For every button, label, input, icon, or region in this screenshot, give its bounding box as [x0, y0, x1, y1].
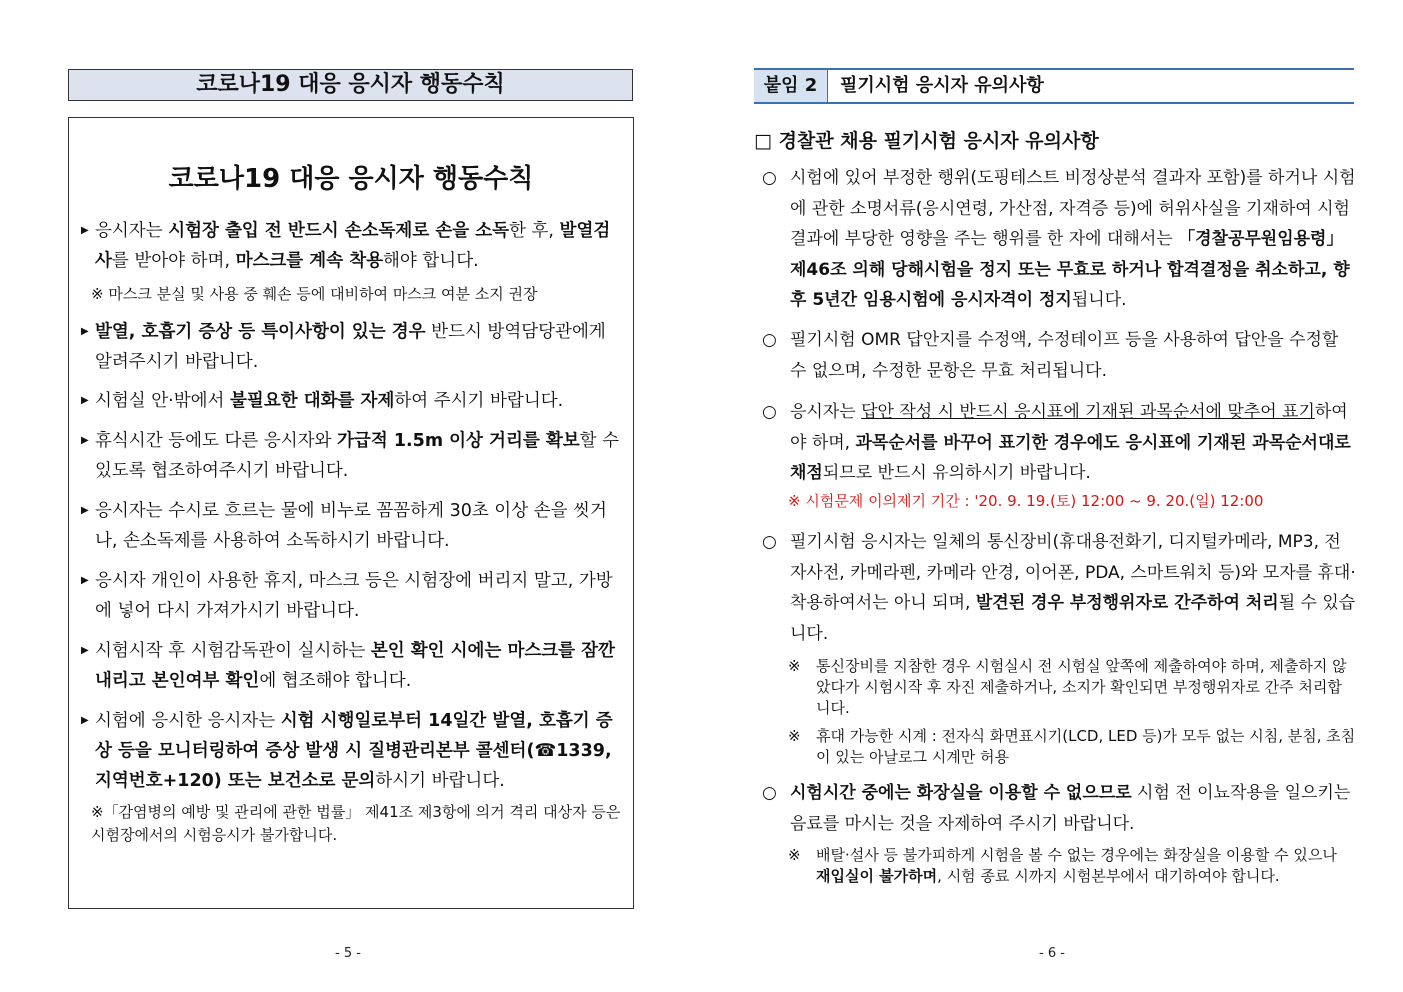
box-title: 코로나19 대응 응시자 행동수칙	[168, 164, 534, 194]
note: ※ 마스크 분실 및 사용 중 훼손 등에 대비하여 마스크 여분 소지 권장	[91, 285, 538, 303]
emphasis: 「경찰공무원임용령」 제46조 의해 당해시험을 정지 또는 무효로 하거나 합격결정을 취소하고, 향후 5년간 임용시험에 응시자격이 정지	[790, 229, 1350, 310]
text: 필기시험 OMR 답안지를 수정액, 수정테이프 등을 사용하여 답안을 수정할 수 없으며, 수정한 문항은 무효 처리됩니다.	[790, 330, 1339, 381]
note: ※「감염병의 예방 및 관리에 관한 법률」 제41조 제3항에 의거 격리 대상자 등은 시험장에서의 시험응시가 불가합니다.	[91, 803, 621, 844]
text: 한 후,	[509, 221, 560, 241]
text: 반드시 방역담당관에게 알려주시기 바랍니다.	[95, 322, 606, 372]
emphasis: 가급적 1.5m 이상 거리를 확보	[337, 431, 580, 451]
circle-bullet-icon: ○	[762, 783, 777, 803]
text: 하시기 바랍니다.	[375, 771, 505, 791]
note-text: 통신장비를 지참한 경우 시험실시 전 시험실 앞쪽에 제출하여야 하며, 제출하지 않았다가 시험시작 후 자진 제출하거나, 소지가 확인되면 부정행위자로 간주 처리합니다.	[816, 657, 1347, 717]
section-title: □ 경찰관 채용 필기시험 응시자 유의사항	[754, 130, 1099, 152]
list-item	[762, 163, 1357, 316]
emphasis: 시험장 출입 전 반드시 손소독제로 손을 소독	[168, 221, 510, 241]
emphasis: 발열, 호흡기 증상 등 특이사항이 있는 경우	[95, 322, 426, 342]
text: 하여 주시기 바랍니다.	[394, 391, 564, 411]
text: 필기시험 응시자는 일체의 통신장비(휴대용전화기, 디지털카메라, MP3, 전자사전, 카메라펜, 카메라 안경, 이어폰, PDA, 스마트워치 등)와 모자를 휴대·착용하여서는 아니 되며,	[790, 532, 1356, 613]
text: 응시자 개인이 사용한 휴지, 마스크 등은 시험장에 버리지 말고, 가방에 넣어 다시 가져가시기 바랍니다.	[95, 571, 613, 621]
list-item	[81, 216, 627, 276]
attachment-header	[754, 68, 1354, 104]
list-item	[762, 527, 1357, 649]
circle-bullet-icon: ○	[762, 330, 777, 350]
circle-bullet-icon: ○	[762, 168, 777, 188]
list-item	[81, 636, 627, 696]
text: 응시자는 수시로 흐르는 물에 비누로 꼼꼼하게 30초 이상 손을 씻거나, 손소독제를 사용하여 소독하시기 바랍니다.	[95, 501, 607, 551]
list-item	[81, 317, 627, 377]
list-item	[762, 325, 1357, 386]
text: 시험에 응시한 응시자는	[95, 711, 281, 731]
emphasis: 발열검사	[95, 221, 611, 271]
list-item	[81, 706, 627, 796]
circle-bullet-icon: ○	[762, 532, 777, 552]
text: 하여야 하며,	[790, 402, 1348, 453]
note	[788, 656, 1356, 719]
emphasis: 재입실이 불가하며	[816, 867, 938, 885]
text: 에 협조해야 합니다.	[259, 671, 412, 691]
note-mark: ※	[788, 657, 801, 675]
note-text: 휴대 가능한 시계 : 전자식 화면표시기(LCD, LED 등)가 모두 없는 시침, 분침, 초침이 있는 아날로그 시계만 허용	[816, 727, 1356, 766]
text: 응시자는	[790, 402, 862, 422]
triangle-bullet-icon: ▶	[81, 326, 89, 337]
triangle-bullet-icon: ▶	[81, 575, 89, 586]
text: 되므로 반드시 유의하시기 바랍니다.	[822, 463, 1091, 483]
text: 응시자는	[95, 221, 169, 241]
emphasis: 시험 시행일로부터 14일간 발열, 호흡기 증상 등을 모니터링하여 증상 발생 시 질병관리본부 콜센터(☎1339, 지역번호+120) 또는 보건소로 문의	[95, 711, 613, 791]
list-item	[762, 778, 1357, 839]
page-number: - 6 -	[1039, 946, 1065, 961]
circle-bullet-icon: ○	[762, 402, 777, 422]
note-text: 배탈·설사 등 불가피하게 시험을 볼 수 없는 경우에는 화장실을 이용할 수 있으나	[816, 846, 1337, 864]
emphasis: 시험시간 중에는 화장실을 이용할 수 없으므로	[790, 783, 1132, 803]
triangle-bullet-icon: ▶	[81, 505, 89, 516]
guideline-box	[68, 117, 634, 909]
note-text: , 시험 종료 시까지 시험본부에서 대기하여야 합니다.	[937, 867, 1280, 885]
red-note: ※ 시험문제 이의제기 기간 : '20. 9. 19.(토) 12:00 ~ 9. 20.(일) 12:00	[788, 492, 1264, 510]
text: 해야 합니다.	[383, 251, 479, 271]
attachment-title: 필기시험 응시자 유의사항	[840, 75, 1044, 96]
emphasis: 발견된 경우 부정행위자로 간주하여 처리	[975, 593, 1279, 613]
text: 될 수 있습니다.	[790, 593, 1356, 644]
emphasis: 본인 확인 시에는 마스크를 잠깐 내리고 본인여부 확인	[95, 641, 615, 691]
note-mark: ※	[788, 727, 801, 745]
list-item	[81, 426, 627, 486]
text: 를 받아야 하며,	[111, 251, 236, 271]
triangle-bullet-icon: ▶	[81, 645, 89, 656]
page-number: - 5 -	[335, 946, 361, 961]
triangle-bullet-icon: ▶	[81, 225, 89, 236]
text: 시험 전 이뇨작용을 일으키는 음료를 마시는 것을 자제하여 주시기 바랍니다.	[790, 783, 1351, 834]
page-banner: 코로나19 대응 응시자 행동수칙	[68, 69, 633, 101]
underlined-text: 답안 작성 시 반드시 응시표에 기재된 과목순서에 맞추어 표기	[861, 402, 1315, 422]
emphasis: 불필요한 대화를 자제	[230, 391, 395, 411]
list-item	[762, 397, 1357, 489]
note	[788, 726, 1356, 768]
text: 시험에 있어 부정한 행위(도핑테스트 비정상분석 결과자 포함)를 하거나 시험에 관한 소명서류(응시연령, 가산점, 자격증 등)에 허위사실을 기재하여 시험결과에 부당한 영향을 주는 행위를 한 자에 대해서는	[790, 168, 1356, 249]
text: 휴식시간 등에도 다른 응시자와	[95, 431, 338, 451]
note-mark: ※	[788, 846, 801, 864]
list-item	[81, 566, 627, 626]
text: 할 수 있도록 협조하여주시기 바랍니다.	[95, 431, 620, 481]
text: 됩니다.	[1071, 290, 1127, 310]
note	[788, 845, 1356, 887]
text: 시험시작 후 시험감독관이 실시하는	[95, 641, 371, 661]
right-page	[702, 0, 1403, 992]
list-item	[81, 386, 627, 416]
emphasis: 과목순서를 바꾸어 표기한 경우에도 응시표에 기재된 과목순서대로 채점	[790, 432, 1351, 483]
attachment-tag: 붙임 2	[754, 70, 828, 102]
emphasis: 마스크를 계속 착용	[235, 251, 384, 271]
triangle-bullet-icon: ▶	[81, 435, 89, 446]
text: 시험실 안·밖에서	[95, 391, 231, 411]
triangle-bullet-icon: ▶	[81, 395, 89, 406]
triangle-bullet-icon: ▶	[81, 715, 89, 726]
list-item	[81, 496, 627, 556]
